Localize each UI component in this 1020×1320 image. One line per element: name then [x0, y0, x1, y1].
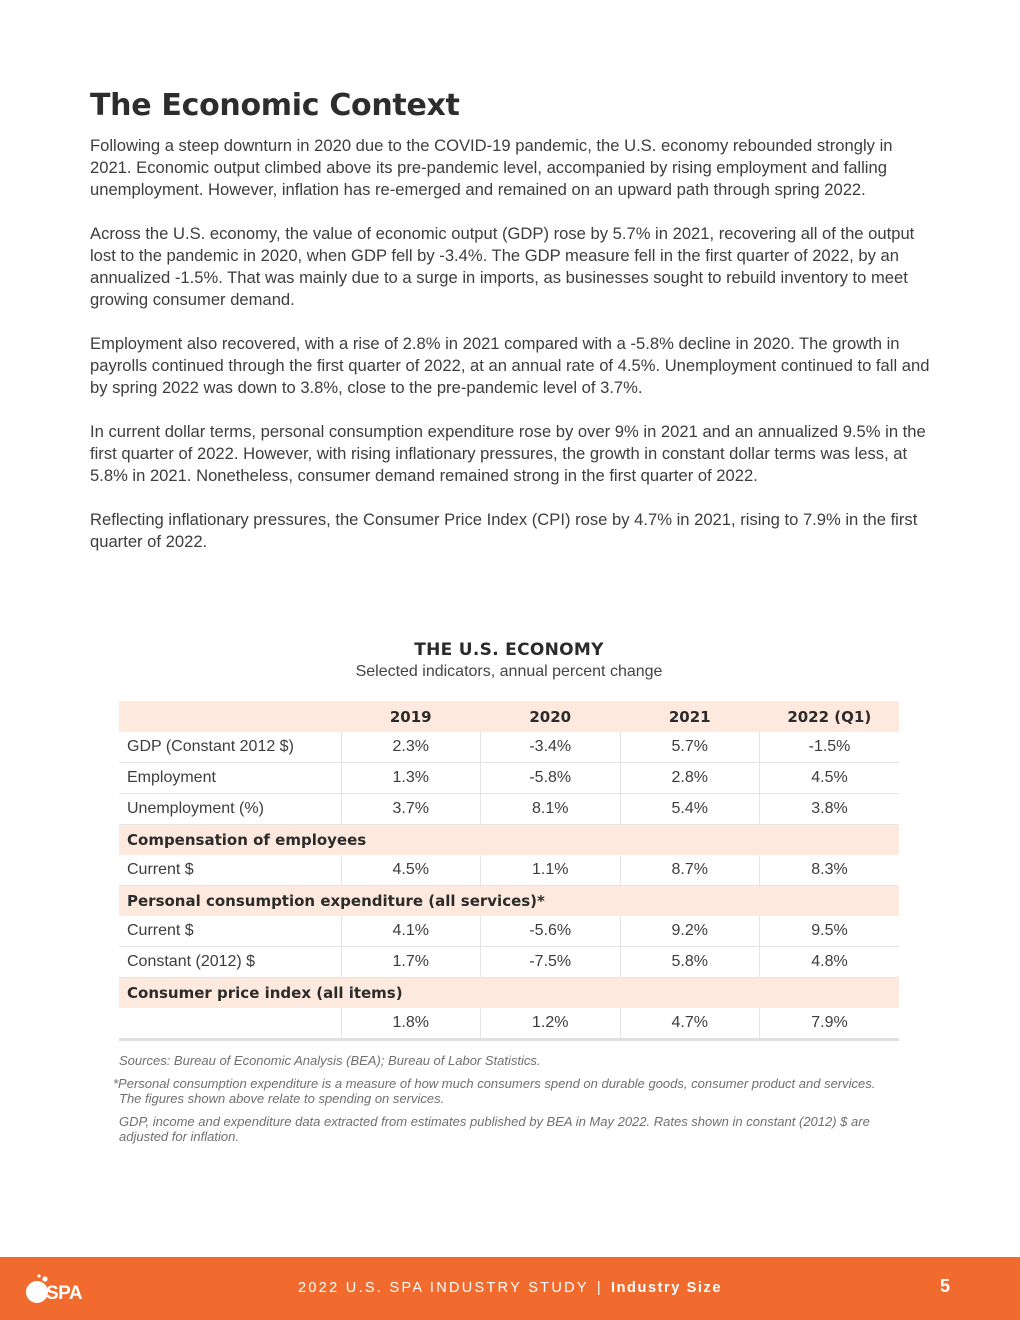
- table-cell: 2.8%: [620, 763, 760, 794]
- footnote-pce: *Personal consumption expenditure is a measure of how much consumers spend on durable goods, consumer product and services. The figures shown above relate to spending on services.: [113, 1076, 876, 1106]
- column-header: 2019: [341, 701, 481, 732]
- row-label: Unemployment (%): [119, 794, 341, 825]
- logo-text: SPA: [46, 1283, 83, 1304]
- table-cell: 4.5%: [341, 855, 481, 886]
- page-heading: The Economic Context: [90, 88, 460, 123]
- table-cell: 2.3%: [341, 732, 481, 763]
- table-cell: 1.2%: [481, 1008, 621, 1040]
- page-number: 5: [939, 1276, 950, 1296]
- table-cell: -5.8%: [481, 763, 621, 794]
- table-cell: 7.9%: [760, 1008, 900, 1040]
- column-header: [119, 701, 341, 732]
- table-section-row: [119, 978, 899, 1009]
- section-name: Industry Size: [610, 1280, 722, 1296]
- row-label: Constant (2012) $: [119, 947, 341, 978]
- table-cell: 1.7%: [341, 947, 481, 978]
- column-header: 2022 (Q1): [760, 701, 900, 732]
- economy-table: [119, 701, 899, 1041]
- table-row: [119, 732, 899, 763]
- table-cell: -5.6%: [481, 916, 621, 947]
- table-cell: 9.2%: [620, 916, 760, 947]
- paragraph-employment: Employment also recovered, with a rise of 2.8% in 2021 compared with a -5.8% decline in 2020. The growth in payrolls continued through the first quarter of 2022, at an annual rate of 4.5%. Unemployment continued to fall and by spring 2022 was down to 3.8%, close to the pre-pandemic level of 3.7%.: [90, 334, 930, 397]
- table-cell: -1.5%: [760, 732, 900, 763]
- table-cell: -7.5%: [481, 947, 621, 978]
- paragraph-intro: Following a steep downturn in 2020 due to the COVID-19 pandemic, the U.S. economy rebounded strongly in 2021. Economic output climbed above its pre-pandemic level, accompanied by rising employment and falling unemployment. However, inflation has re-emerged and remained on an upward path through spring 2022.: [90, 136, 893, 199]
- table-header-row: [119, 701, 899, 732]
- section-label: Personal consumption expenditure (all services)*: [119, 886, 899, 917]
- table-row: [119, 855, 899, 886]
- row-label: GDP (Constant 2012 $): [119, 732, 341, 763]
- table-subtitle: Selected indicators, annual percent change: [355, 663, 663, 680]
- table-cell: 1.8%: [341, 1008, 481, 1040]
- table-row: [119, 947, 899, 978]
- row-label: Current $: [119, 916, 341, 947]
- table-row: [119, 916, 899, 947]
- paragraph-cpi: Reflecting inflationary pressures, the Consumer Price Index (CPI) rose by 4.7% in 2021, rising to 7.9% in the first quarter of 2022.: [90, 510, 918, 551]
- table-cell: -3.4%: [481, 732, 621, 763]
- table-section-row: [119, 886, 899, 917]
- table-row: [119, 763, 899, 794]
- data-note: GDP, income and expenditure data extracted from estimates published by BEA in May 2022. Rates shown in constant (2012) $ are adjusted for inflation.: [119, 1114, 870, 1144]
- table-cell: 4.5%: [760, 763, 900, 794]
- table-cell: 1.1%: [481, 855, 621, 886]
- table-cell: 8.3%: [760, 855, 900, 886]
- table-cell: 5.8%: [620, 947, 760, 978]
- table-cell: 4.8%: [760, 947, 900, 978]
- paragraph-gdp: Across the U.S. economy, the value of economic output (GDP) rose by 5.7% in 2021, recovering all of the output lost to the pandemic in 2020, when GDP fell by -3.4%. The GDP measure fell in the first quarter of 2022, by an annualized -1.5%. That was mainly due to a surge in imports, as businesses sought to rebuild inventory to meet growing consumer demand.: [90, 224, 915, 309]
- table-title: THE U.S. ECONOMY: [414, 640, 604, 660]
- table-cell: 8.7%: [620, 855, 760, 886]
- paragraph-consumption: In current dollar terms, personal consumption expenditure rose by over 9% in 2021 and an annualized 9.5% in the first quarter of 2022. However, with rising inflationary pressures, the growth in constant dollar terms was less, at 5.8% in 2021. Nonetheless, consumer demand remained strong in the first quarter of 2022.: [90, 422, 926, 485]
- table-cell: 9.5%: [760, 916, 900, 947]
- section-label: Consumer price index (all items): [119, 978, 899, 1009]
- economy-table-block: [113, 640, 899, 1152]
- table-cell: 5.7%: [620, 732, 760, 763]
- study-title: 2022 U.S. SPA INDUSTRY STUDY: [298, 1280, 589, 1296]
- table-cell: 3.7%: [341, 794, 481, 825]
- table-notes: [113, 1053, 899, 1144]
- sources-note: Sources: Bureau of Economic Analysis (BEA); Bureau of Labor Statistics.: [119, 1053, 541, 1068]
- page-footer: [0, 1257, 1020, 1320]
- main-content: [90, 88, 930, 575]
- section-label: Compensation of employees: [119, 825, 899, 856]
- footer-study-label: [0, 1280, 1020, 1296]
- row-label: [119, 1008, 341, 1040]
- table-cell: 4.7%: [620, 1008, 760, 1040]
- column-header: 2020: [481, 701, 621, 732]
- table-row: [119, 794, 899, 825]
- table-cell: 3.8%: [760, 794, 900, 825]
- row-label: Employment: [119, 763, 341, 794]
- column-header: 2021: [620, 701, 760, 732]
- table-cell: 4.1%: [341, 916, 481, 947]
- footer-separator: |: [596, 1280, 603, 1296]
- table-section-row: [119, 825, 899, 856]
- row-label: Current $: [119, 855, 341, 886]
- table-cell: 8.1%: [481, 794, 621, 825]
- table-cell: 5.4%: [620, 794, 760, 825]
- table-row: [119, 1008, 899, 1040]
- table-cell: 1.3%: [341, 763, 481, 794]
